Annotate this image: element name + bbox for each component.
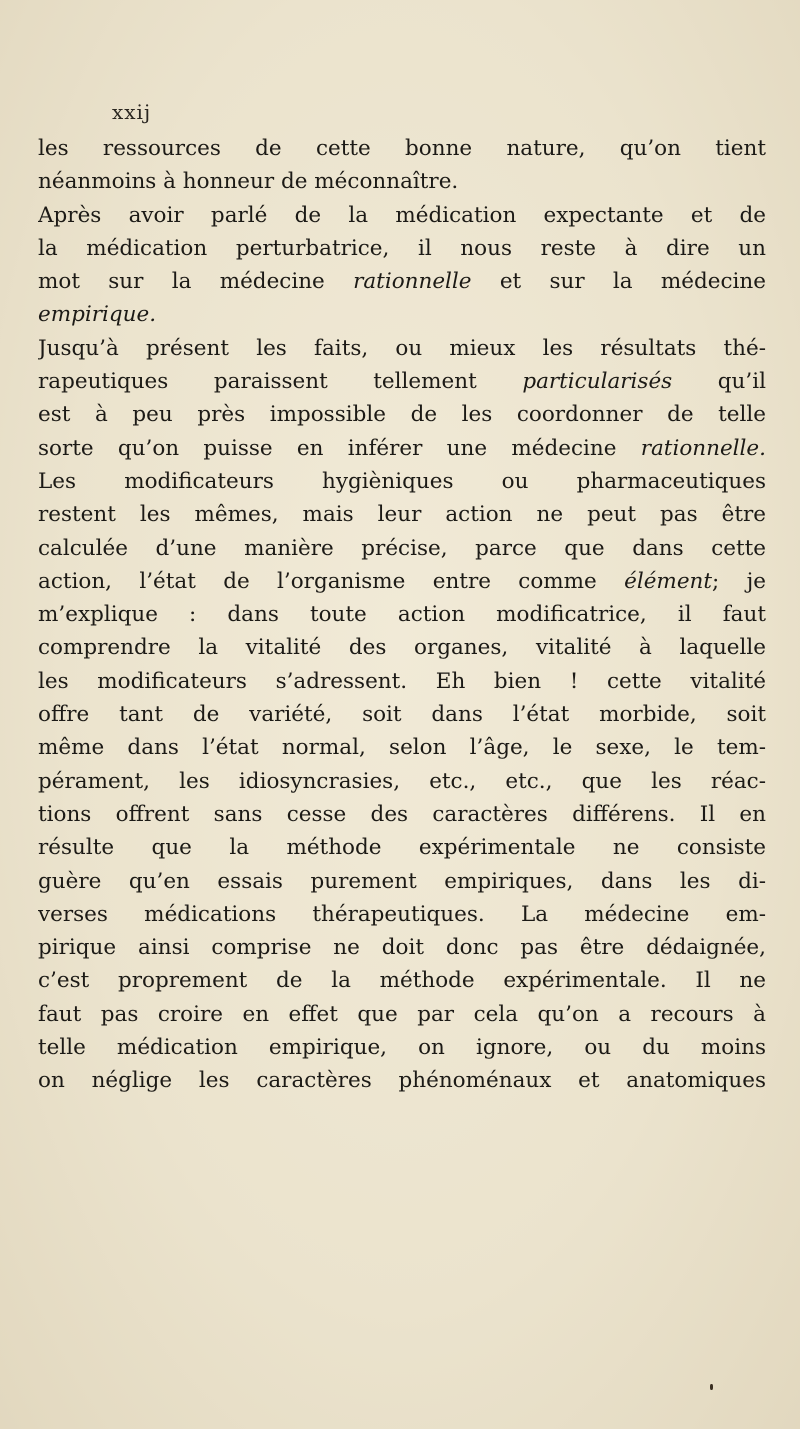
text-line [38,598,766,631]
text-line [38,1031,766,1064]
text-line [38,132,766,165]
text-line [38,998,766,1031]
text-run: résulte que la méthode expérimentale ne consiste [38,835,766,861]
text-line [38,731,766,764]
italic-text: empirique. [38,302,157,328]
text-run: est à peu près impossible de les coordonner de telle [38,402,766,428]
text-line [38,332,766,365]
text-line [38,631,766,664]
text-run: les ressources de cette bonne nature, qu’on tient [38,136,766,161]
text-line [38,265,766,298]
text-line [38,398,766,431]
text-run: telle médication empirique, on ignore, ou du moins [38,1035,766,1061]
text-line [38,798,766,831]
text-run: Les modificateurs hygièniques ou pharmaceutiques [38,468,766,494]
text-run: pérament, les idiosyncrasies, etc., etc., que les réac- [38,768,766,794]
text-run: les modificateurs s’adressent. Eh bien ! cette vitalité [38,668,766,694]
text-line [38,432,766,465]
text-line [38,365,766,398]
text-run: même dans l’état normal, selon l’âge, le sexe, le tem- [38,735,766,761]
text-run: restent les mêmes, mais leur action ne peut pas être [38,502,766,528]
text-line [38,199,766,232]
text-run: rapeutiques paraissent tellement [38,369,523,395]
text-run: mot sur la médecine [38,269,354,295]
text-run: la médication perturbatrice, il nous reste à dire un [38,235,766,261]
body-text [38,132,766,1098]
text-line [38,698,766,731]
text-run: faut pas croire en effet que par cela qu’on a recours à [38,1001,766,1027]
text-line [38,865,766,898]
text-run: action, l’état de l’organisme entre comme [38,568,625,594]
italic-text: élément [624,568,713,594]
text-run: calculée d’une manière précise, parce que dans cette [38,535,766,561]
italic-text: rationnelle [353,269,472,295]
text-run: guère qu’en essais purement empiriques, dans les di- [38,868,766,894]
text-line [38,964,766,997]
text-line [38,1064,766,1097]
text-run: c’est proprement de la méthode expérimentale. Il ne [38,968,766,994]
text-run: verses médications thérapeutiques. La médecine em- [38,901,766,927]
italic-text: rationnelle. [640,435,766,461]
text-run: Jusqu’à présent les faits, ou mieux les résultats thé- [38,335,766,361]
text-run: comprendre la vitalité des organes, vitalité à laquelle [38,635,766,661]
text-line [38,831,766,864]
page-number: xxij [112,100,152,124]
text-line [38,165,766,198]
italic-text: particularisés [522,369,673,395]
text-run: qu’il [672,369,766,395]
text-run: ; je [712,568,766,594]
text-line [38,931,766,964]
ink-speck [710,1384,713,1390]
text-line [38,532,766,565]
text-run: et sur la médecine [471,269,766,295]
text-run: offre tant de variété, soit dans l’état morbide, soit [38,702,766,728]
text-run: Après avoir parlé de la médication expectante et de [38,202,766,228]
text-line [38,765,766,798]
text-line [38,498,766,531]
text-line [38,465,766,498]
text-run: pirique ainsi comprise ne doit donc pas être dédaignée, [38,935,766,961]
text-line [38,565,766,598]
text-run: sorte qu’on puisse en inférer une médecine [38,435,641,461]
text-run: m’explique : dans toute action modificatrice, il faut [38,602,766,628]
text-run: tions offrent sans cesse des caractères différens. Il en [38,801,766,827]
text-line [38,665,766,698]
text-run: néanmoins à honneur de méconnaître. [38,169,459,195]
text-line [38,298,766,331]
text-line [38,898,766,931]
text-run: on néglige les caractères phénoménaux et anatomiques [38,1068,766,1094]
text-line [38,232,766,265]
